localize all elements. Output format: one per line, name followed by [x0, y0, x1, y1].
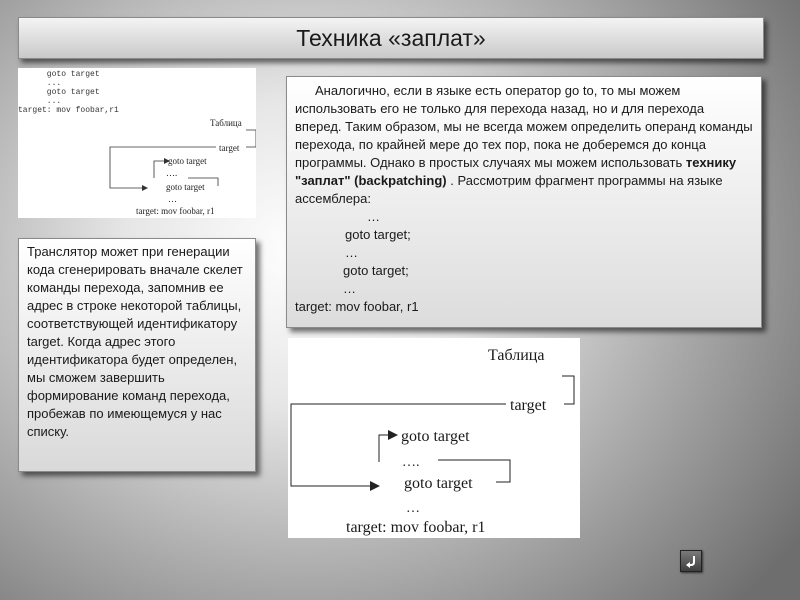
small-goto-2: goto target: [166, 182, 205, 192]
arrow-head: [388, 430, 398, 440]
backpatch-diagram: [288, 338, 580, 538]
target-label: target: [510, 397, 547, 414]
arrow-head: [370, 481, 380, 491]
code-line: ...: [18, 97, 62, 106]
paragraph-start: Аналогично, если в языке есть оператор go to, то мы можем использовать его не только для перехода назад, но и для перехода вперед. Таким образом, мы не всегда можем определить операнд команды перехода, по крайней мере до тех пор, пока не доберемся до конца программы. Однако в простых случаях мы можем использовать: [295, 83, 753, 170]
dots-1: ….: [402, 455, 420, 470]
goto-target-1: goto target: [401, 428, 470, 445]
small-table-label: Таблица: [210, 118, 242, 128]
paragraph-end: . Рассмотрим фрагмент программы на языке ассемблера:: [295, 173, 723, 206]
code-line: target: mov foobar,r1: [18, 106, 119, 115]
description-paragraph: [295, 82, 753, 208]
small-dots-1: ….: [166, 168, 178, 178]
code-line: goto target: [18, 70, 100, 79]
slide-title: Техника «заплат»: [296, 24, 486, 51]
explanation-text: Транслятор может при генерации кода сгенерировать вначале скелет команды перехода, запомнив ее адрес в строке некоторой таблицы, соответствующей идентификатору target. Когда адрес этого идентификатора будет определен, мы сможем завершить формирование команд перехода, пробежав по имеющемуся у нас списку.: [27, 244, 243, 439]
small-final-label: target: mov foobar, r1: [136, 206, 215, 216]
backpatch-diagram-svg: [288, 338, 580, 538]
return-arrow-icon: [684, 554, 698, 568]
table-label: Таблица: [488, 347, 545, 364]
translator-explanation: [18, 238, 256, 472]
return-button[interactable]: [680, 550, 702, 572]
code-snippet-line: …: [367, 209, 380, 224]
bold-term: технику "заплат" (backpatching): [295, 155, 737, 188]
small-goto-1: goto target: [168, 156, 207, 166]
dots-2: …: [406, 501, 420, 516]
small-backpatch-diagram: [18, 68, 256, 218]
code-snippet-line: …: [345, 245, 358, 260]
final-target-label: target: mov foobar, r1: [346, 519, 486, 536]
code-figure: [18, 68, 256, 218]
code-line: goto target: [18, 88, 100, 97]
code-snippet-line: …: [343, 281, 356, 296]
code-snippet-line: target: mov foobar, r1: [295, 299, 419, 314]
code-snippet-line: goto target;: [343, 263, 409, 278]
code-snippet-line: goto target;: [345, 227, 411, 242]
small-target-label: target: [219, 143, 240, 153]
slide-title-bar: [18, 17, 764, 59]
code-line: ...: [18, 79, 62, 88]
small-dots-2: …: [168, 194, 177, 204]
backpatching-description: [286, 76, 762, 328]
goto-target-2: goto target: [404, 475, 473, 492]
